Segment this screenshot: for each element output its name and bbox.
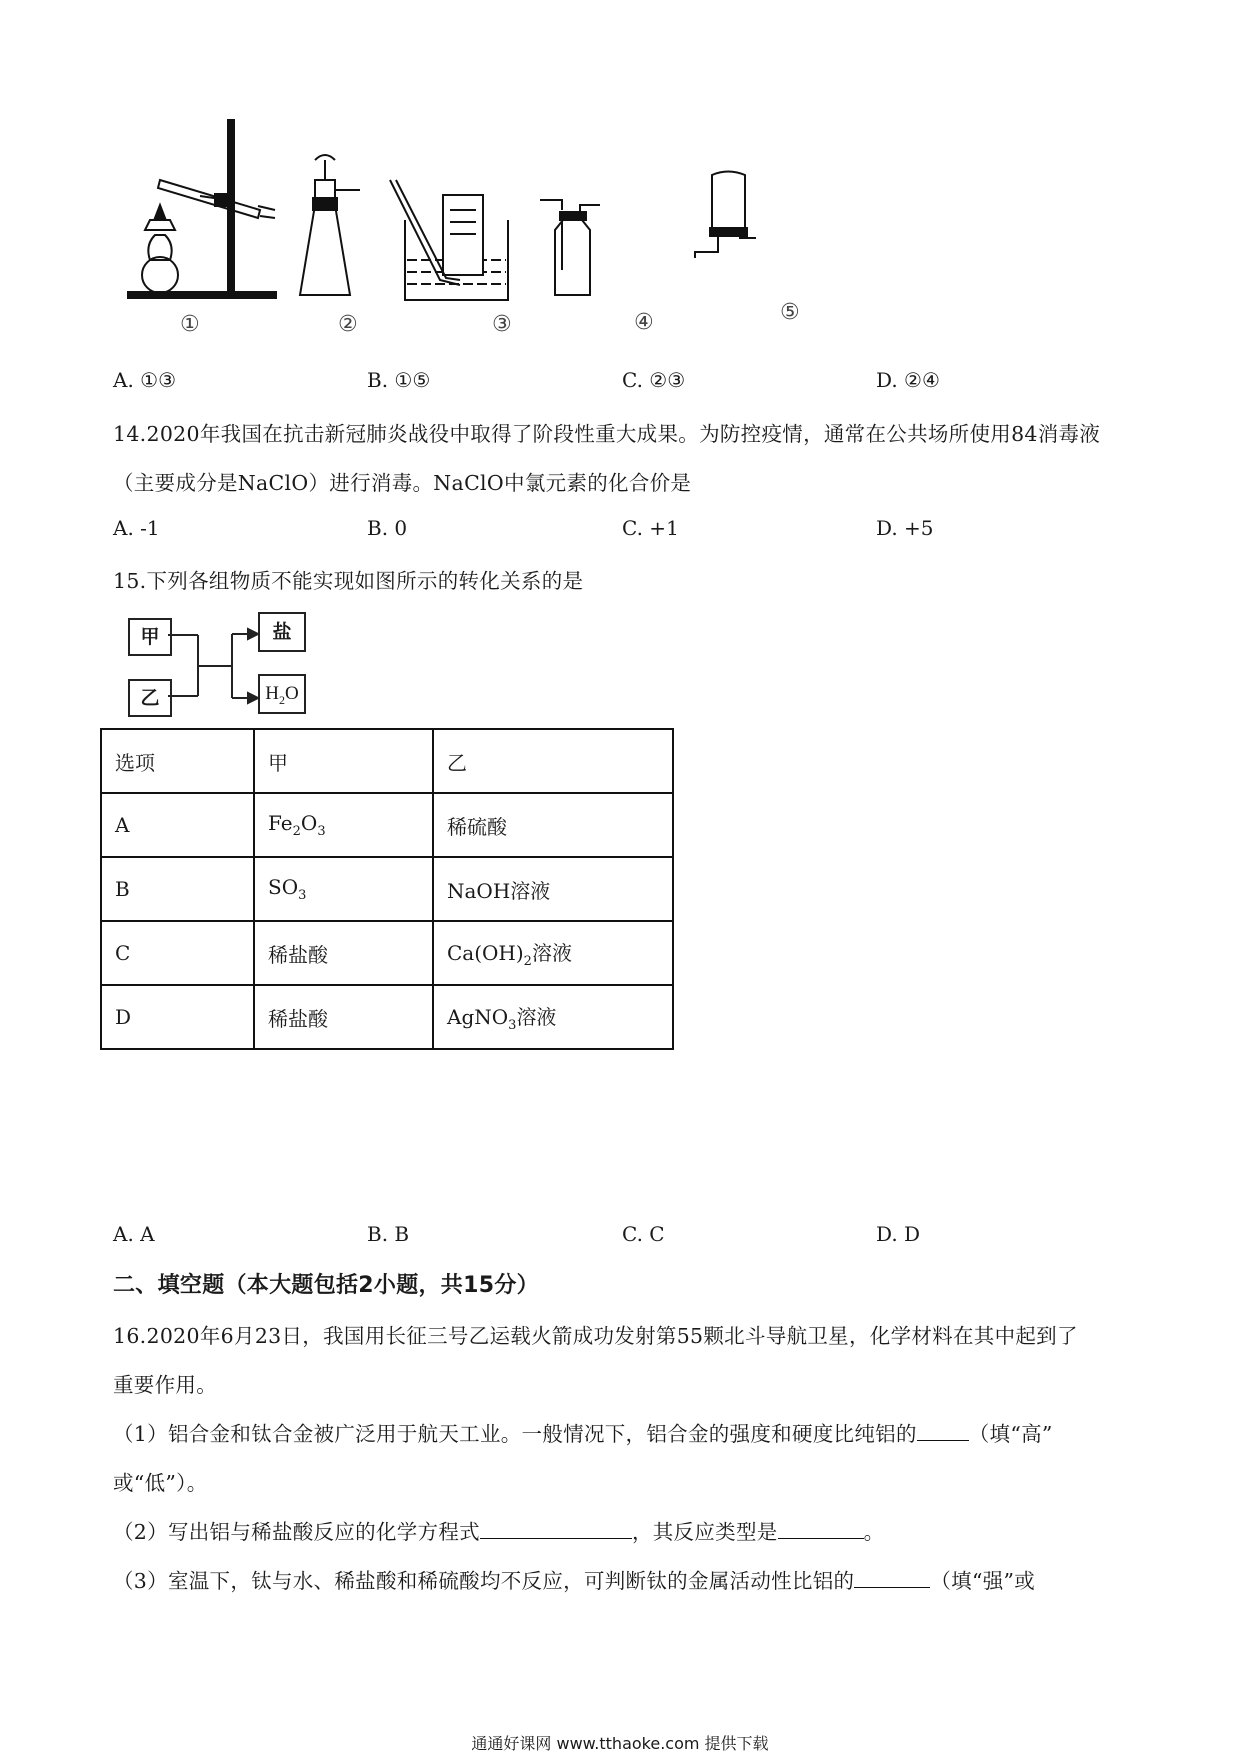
row-jia bbox=[254, 793, 433, 857]
table-header-row bbox=[101, 729, 673, 793]
q16-part2 bbox=[113, 1515, 884, 1545]
apparatus-5-icon bbox=[695, 172, 756, 259]
q16-part3-text: （3）室温下，钛与水、稀盐酸和稀硫酸均不反应，可判断钛的金属活动性比铝的 bbox=[113, 1569, 855, 1593]
jia-pre: Fe bbox=[268, 811, 293, 835]
q13-option-d: D. ②④ bbox=[876, 368, 940, 392]
table-row bbox=[101, 921, 673, 985]
q16-equation-blank[interactable] bbox=[480, 1520, 632, 1539]
q16-part1-hint: （填“高” bbox=[968, 1422, 1053, 1446]
apparatus-3-icon bbox=[390, 180, 508, 300]
row-yi: NaOH溶液 bbox=[433, 857, 673, 921]
q15-stem: 15.下列各组物质不能实现如图所示的转化关系的是 bbox=[113, 569, 584, 593]
water-sub: 2 bbox=[279, 692, 285, 707]
page-footer: 通通好课网 www.tthaoke.com 提供下载 bbox=[471, 1734, 769, 1753]
q13-option-b: B. ①⑤ bbox=[367, 368, 431, 392]
row-option: D bbox=[101, 985, 254, 1049]
q16-stem-line2: 重要作用。 bbox=[113, 1373, 217, 1397]
jia-mid: O bbox=[300, 811, 318, 835]
apparatus-label-1: ① bbox=[180, 312, 200, 337]
q15-option-d: D. D bbox=[876, 1222, 921, 1246]
jia-sub: 3 bbox=[298, 888, 307, 903]
apparatus-4-icon bbox=[540, 200, 600, 295]
q14-option-c: C. +1 bbox=[622, 516, 679, 540]
diagram-box-water bbox=[258, 674, 306, 714]
water-h: H bbox=[265, 683, 279, 704]
q16-part1-text: （1）铝合金和钛合金被广泛用于航天工业。一般情况下，铝合金的强度和硬度比纯铝的 bbox=[113, 1422, 917, 1446]
q14-option-b: B. 0 bbox=[367, 516, 408, 540]
q16-part3 bbox=[113, 1564, 1035, 1594]
diagram-box-salt: 盐 bbox=[258, 612, 306, 652]
table-row bbox=[101, 793, 673, 857]
q16-part1-line1 bbox=[113, 1417, 1053, 1447]
q14-option-d: D. +5 bbox=[876, 516, 934, 540]
row-jia bbox=[254, 857, 433, 921]
table-row bbox=[101, 857, 673, 921]
row-option: B bbox=[101, 857, 254, 921]
q16-part2-end: 。 bbox=[863, 1520, 885, 1544]
row-yi: 稀硫酸 bbox=[433, 793, 673, 857]
q16-part1-line2: 或“低”）。 bbox=[113, 1471, 208, 1495]
apparatus-1-icon bbox=[128, 120, 276, 298]
q16-reaction-type-blank[interactable] bbox=[778, 1520, 864, 1539]
yi-pre: Ca(OH) bbox=[447, 941, 524, 965]
q13-option-c: C. ②③ bbox=[622, 368, 686, 392]
diagram-box-yi: 乙 bbox=[128, 679, 172, 717]
q16-part2-text: （2）写出铝与稀盐酸反应的化学方程式 bbox=[113, 1520, 480, 1544]
yi-pre: AgNO bbox=[447, 1005, 509, 1029]
table-row bbox=[101, 985, 673, 1049]
yi-post: 溶液 bbox=[531, 941, 572, 965]
q15-choices-table bbox=[100, 728, 674, 1050]
header-jia: 甲 bbox=[254, 729, 433, 793]
apparatus-2-icon bbox=[300, 155, 360, 295]
apparatus-label-5: ⑤ bbox=[780, 300, 800, 325]
row-option: A bbox=[101, 793, 254, 857]
q15-option-b: B. B bbox=[367, 1222, 410, 1246]
apparatus-label-4: ④ bbox=[634, 310, 654, 335]
row-option: C bbox=[101, 921, 254, 985]
q16-part1-blank[interactable] bbox=[917, 1422, 969, 1441]
row-yi bbox=[433, 921, 673, 985]
header-yi: 乙 bbox=[433, 729, 673, 793]
diagram-arrows bbox=[168, 610, 260, 720]
yi-sub: 3 bbox=[508, 1018, 517, 1033]
section-title: 二、填空题（本大题包括2小题，共15分） bbox=[113, 1273, 539, 1298]
apparatus-figure bbox=[100, 110, 880, 340]
row-yi bbox=[433, 985, 673, 1049]
apparatus-label-3: ③ bbox=[492, 312, 512, 337]
diagram-box-jia: 甲 bbox=[128, 618, 172, 656]
jia-sub: 3 bbox=[317, 824, 326, 839]
yi-post: 溶液 bbox=[516, 1005, 557, 1029]
q16-part3-blank[interactable] bbox=[854, 1569, 930, 1588]
q16-stem-line1: 16.2020年6月23日，我国用长征三号乙运载火箭成功发射第55颗北斗导航卫星，化学材料在其中起到了 bbox=[113, 1324, 1078, 1348]
q13-option-a: A. ①③ bbox=[113, 368, 177, 392]
row-jia: 稀盐酸 bbox=[254, 985, 433, 1049]
water-o: O bbox=[285, 683, 299, 704]
q14-option-a: A. -1 bbox=[113, 516, 160, 540]
row-jia: 稀盐酸 bbox=[254, 921, 433, 985]
q14-stem-line1: 14.2020年我国在抗击新冠肺炎战役中取得了阶段性重大成果。为防控疫情，通常在公共场所使用84消毒液 bbox=[113, 422, 1101, 446]
q15-option-a: A. A bbox=[113, 1222, 155, 1246]
q14-stem-line2: （主要成分是NaClO）进行消毒。NaClO中氯元素的化合价是 bbox=[113, 471, 692, 495]
apparatus-label-2: ② bbox=[338, 312, 358, 337]
jia-pre: SO bbox=[268, 875, 299, 899]
q16-part3-hint: （填“强”或 bbox=[930, 1569, 1036, 1593]
header-option: 选项 bbox=[101, 729, 254, 793]
q15-option-c: C. C bbox=[622, 1222, 665, 1246]
jia-sub: 2 bbox=[292, 824, 301, 839]
yi-sub: 2 bbox=[523, 954, 532, 969]
q16-part2-text2: ，其反应类型是 bbox=[631, 1520, 778, 1544]
